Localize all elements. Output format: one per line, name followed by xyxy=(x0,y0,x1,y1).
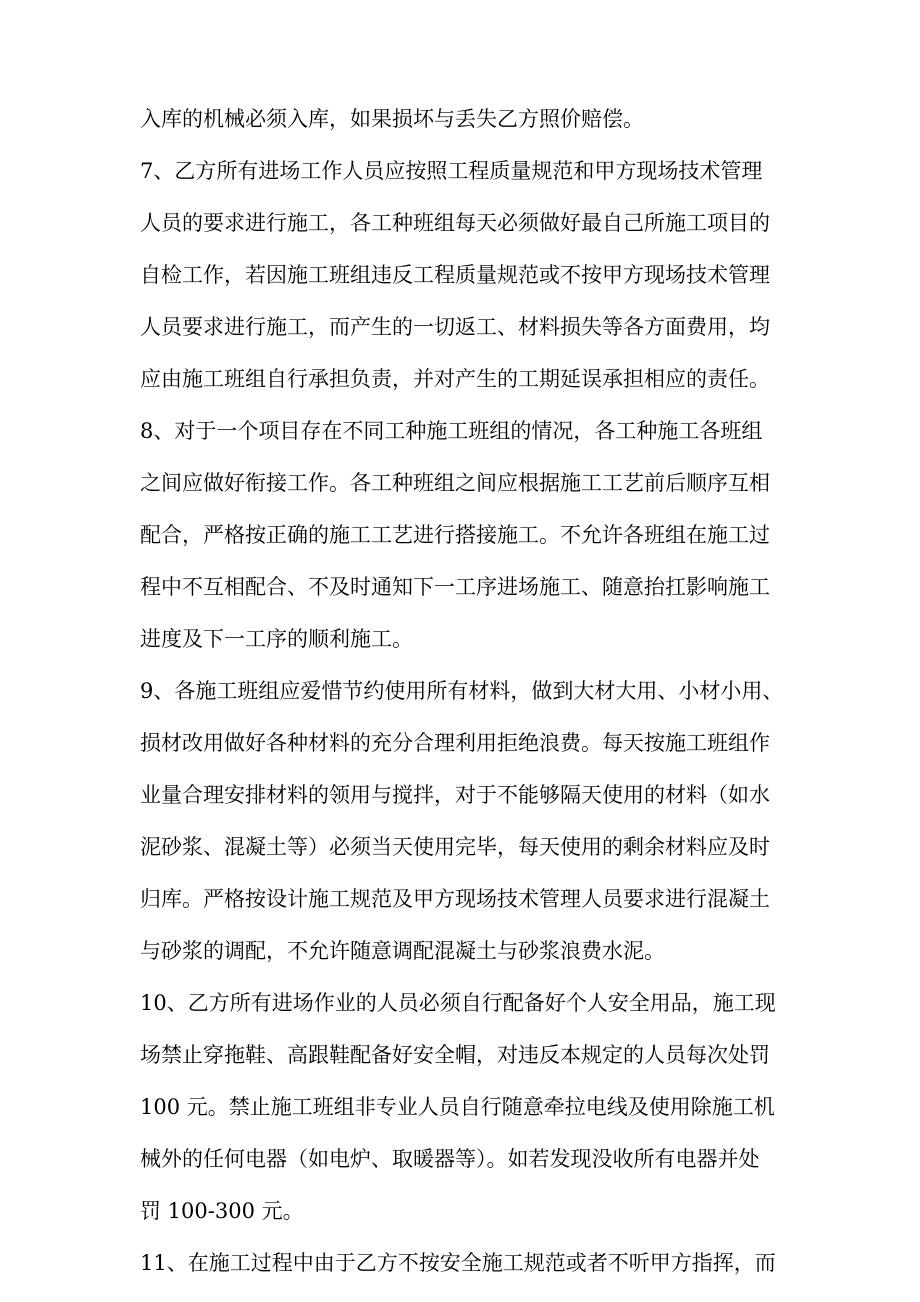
text-line: 入库的机械必须入库，如果损坏与丢失乙方照价赔偿。 xyxy=(140,107,644,131)
text-line: 配合，严格按正确的施工工艺进行搭接施工。不允许各班组在施工过 xyxy=(140,523,770,547)
text-line: 程中不互相配合、不及时通知下一工序进场施工、随意抬扛影响施工 xyxy=(140,575,770,599)
text-line: 之间应做好衔接工作。各工种班组之间应根据施工工艺前后顺序互相 xyxy=(140,471,770,495)
text-line: 自检工作，若因施工班组违反工程质量规范或不按甲方现场技术管理 xyxy=(140,263,770,287)
text-line: 9、各施工班组应爱惜节约使用所有材料，做到大材大用、小材小用、 xyxy=(140,679,784,703)
text-line: 10、乙方所有进场作业的人员必须自行配备好个人安全用品，施工现 xyxy=(140,991,776,1015)
text-line: 8、对于一个项目存在不同工种施工班组的情况，各工种施工各班组 xyxy=(140,419,763,443)
text-line: 归库。严格按设计施工规范及甲方现场技术管理人员要求进行混凝土 xyxy=(140,887,770,911)
text-line: 械外的任何电器（如电炉、取暖器等）。如若发现没收所有电器并处 xyxy=(140,1147,760,1171)
text-line: 7、乙方所有进场工作人员应按照工程质量规范和甲方现场技术管理 xyxy=(140,159,763,183)
text-line: 与砂浆的调配，不允许随意调配混凝土与砂浆浪费水泥。 xyxy=(140,939,665,963)
text-line: 11、在施工过程中由于乙方不按安全施工规范或者不听甲方指挥，而 xyxy=(140,1251,776,1275)
text-line: 100 元。禁止施工班组非专业人员自行随意牵拉电线及使用除施工机 xyxy=(140,1095,775,1119)
text-line: 场禁止穿拖鞋、高跟鞋配备好安全帽，对违反本规定的人员每次处罚 xyxy=(140,1043,770,1067)
text-line: 进度及下一工序的顺利施工。 xyxy=(140,627,413,651)
text-line: 人员要求进行施工，而产生的一切返工、材料损失等各方面费用，均 xyxy=(140,315,770,339)
text-line: 应由施工班组自行承担负责，并对产生的工期延误承担相应的责任。 xyxy=(140,367,770,391)
text-line: 损材改用做好各种材料的充分合理利用拒绝浪费。每天按施工班组作 xyxy=(140,731,770,755)
text-line: 人员的要求进行施工，各工种班组每天必须做好最自己所施工项目的 xyxy=(140,211,770,235)
text-line: 泥砂浆、混凝土等）必须当天使用完毕，每天使用的剩余材料应及时 xyxy=(140,835,770,859)
text-line: 罚 100-300 元。 xyxy=(140,1199,304,1223)
text-line: 业量合理安排材料的领用与搅拌，对于不能够隔天使用的材料（如水 xyxy=(140,783,770,807)
